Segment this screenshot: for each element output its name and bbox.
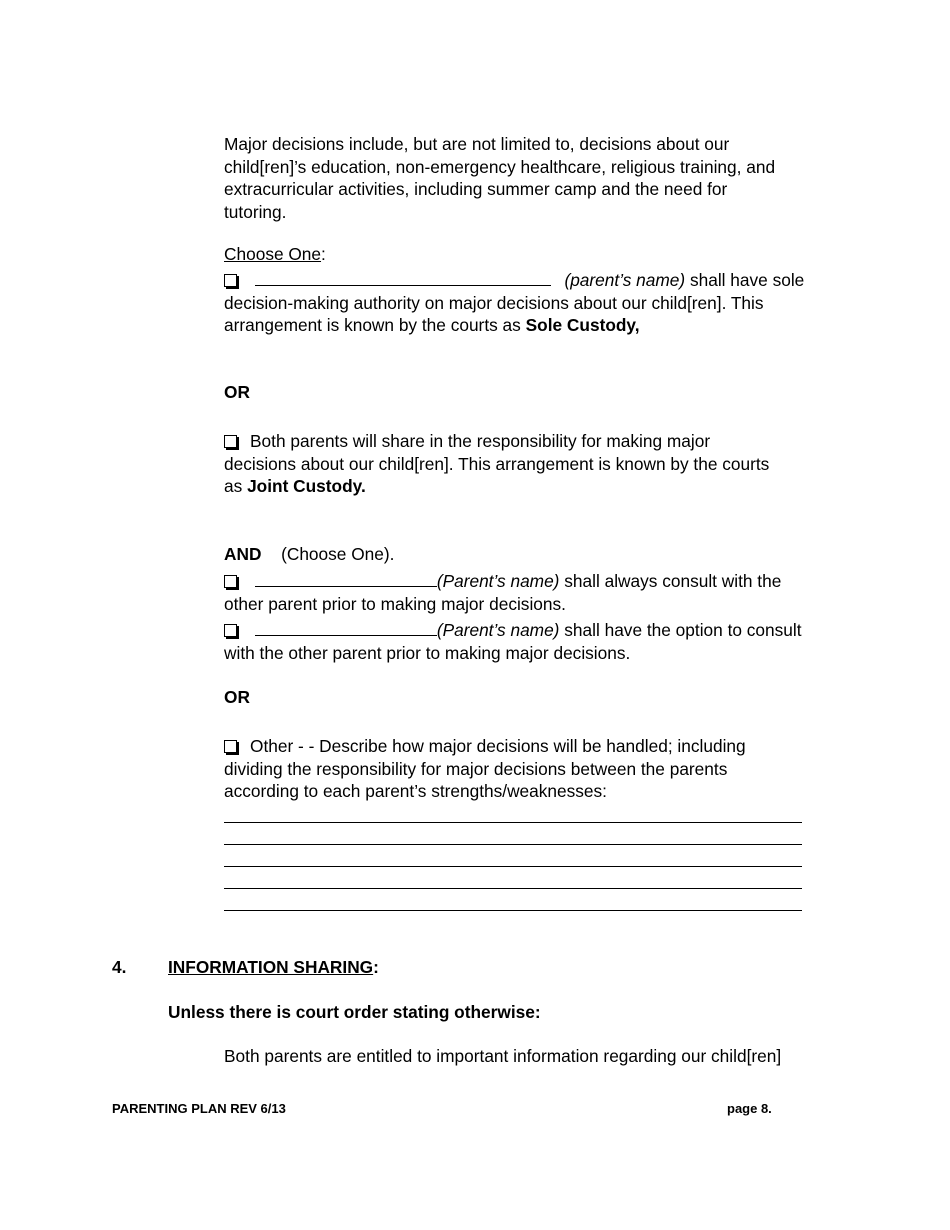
or-separator-1 <box>224 381 844 404</box>
choose-one-colon: : <box>321 244 326 264</box>
sole-custody-option <box>224 269 844 337</box>
section-number: 4. <box>112 957 127 977</box>
other-line: Other - - Describe how major decisions will be handled; including <box>250 736 746 756</box>
section-subheading: Unless there is court order stating otherwise: <box>168 1002 541 1022</box>
answer-line[interactable] <box>224 844 802 845</box>
sole-custody-text: shall have sole <box>685 270 805 290</box>
section-title-colon: : <box>373 957 379 977</box>
sole-custody-term: Sole Custody, <box>525 315 640 336</box>
consult-option-name-hint: (Parent’s name) <box>436 620 560 640</box>
consult-always-line: other parent prior to making major decisions. <box>224 593 566 614</box>
consult-option-name-blank[interactable] <box>255 621 437 636</box>
or-label: OR <box>224 382 250 402</box>
consult-option-text: shall have the option to consult <box>559 620 802 640</box>
other-option <box>224 735 844 803</box>
joint-custody-checkbox[interactable] <box>224 435 237 448</box>
intro-paragraph <box>224 133 844 223</box>
or-label: OR <box>224 687 250 707</box>
answer-line[interactable] <box>224 910 802 911</box>
choose-one-label: Choose One <box>224 244 322 264</box>
sole-parent-name-blank[interactable] <box>255 271 551 286</box>
consult-always-text: shall always consult with the <box>559 571 782 591</box>
or-separator-2 <box>224 686 844 709</box>
joint-custody-term: Joint Custody. <box>247 476 366 497</box>
intro-line: child[ren]’s education, non-emergency healthcare, religious training, and <box>224 156 776 177</box>
sole-custody-line: arrangement is known by the courts as <box>224 315 526 336</box>
choose-one-heading <box>224 243 844 266</box>
consult-always-name-blank[interactable] <box>255 572 437 587</box>
section-title-text: INFORMATION SHARING <box>168 957 374 977</box>
sole-custody-line: decision-making authority on major decisions about our child[ren]. This <box>224 292 764 313</box>
intro-line: extracurricular activities, including summer camp and the need for <box>224 179 728 200</box>
sole-custody-checkbox[interactable] <box>224 274 237 287</box>
sole-parent-name-hint: (parent’s name) <box>564 270 686 290</box>
section-title <box>168 956 379 978</box>
footer-form-id: PARENTING PLAN REV 6/13 <box>112 1101 286 1116</box>
joint-custody-option <box>224 430 844 498</box>
consult-option-option <box>224 619 844 664</box>
joint-custody-line: as <box>224 476 248 497</box>
other-line: dividing the responsibility for major decisions between the parents <box>224 758 728 779</box>
joint-custody-line: decisions about our child[ren]. This arrangement is known by the courts <box>224 453 770 474</box>
answer-line[interactable] <box>224 822 802 823</box>
consult-always-name-hint: (Parent’s name) <box>436 571 560 591</box>
other-line: according to each parent’s strengths/weaknesses: <box>224 781 607 802</box>
and-choose-one: (Choose One). <box>281 544 395 564</box>
section-body: Both parents are entitled to important information regarding our child[ren] <box>224 1046 782 1066</box>
other-checkbox[interactable] <box>224 740 237 753</box>
and-label: AND <box>224 544 262 564</box>
consult-option-checkbox[interactable] <box>224 624 237 637</box>
footer-page-number: page 8. <box>727 1101 772 1116</box>
consult-always-checkbox[interactable] <box>224 575 237 588</box>
answer-line[interactable] <box>224 888 802 889</box>
intro-line: tutoring. <box>224 201 287 222</box>
consult-always-option <box>224 570 844 615</box>
intro-line: Major decisions include, but are not limited to, decisions about our <box>224 134 730 154</box>
answer-line[interactable] <box>224 866 802 867</box>
and-heading <box>224 543 844 566</box>
consult-option-line: with the other parent prior to making major decisions. <box>224 642 631 663</box>
joint-custody-line: Both parents will share in the responsibility for making major <box>250 431 711 451</box>
